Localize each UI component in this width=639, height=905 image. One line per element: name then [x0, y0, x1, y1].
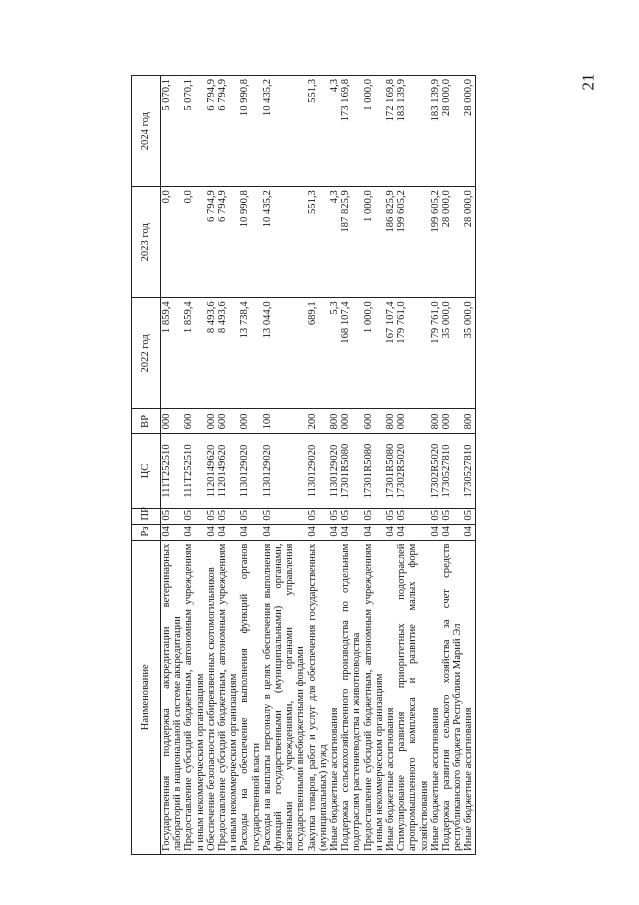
table-row	[183, 76, 205, 855]
row-2024: 28 000,0	[441, 76, 463, 187]
table-row	[430, 76, 441, 855]
row-2022: 1 859,4	[183, 298, 205, 409]
row-name: Предоставление субсидий бюджетным, автономным учреждениям и иным некоммерческим организациям	[217, 540, 239, 854]
table-row	[262, 76, 307, 855]
row-rz: 04	[239, 524, 261, 540]
row-name: Закупка товаров, работ и услуг для обеспечения государственных (муниципальных) нужд	[307, 540, 329, 854]
row-2022: 1 859,4	[161, 298, 184, 409]
row-rz: 04	[161, 524, 184, 540]
row-cs: 111Т252510	[161, 434, 184, 508]
row-vr: 800	[385, 409, 396, 434]
table-row	[206, 76, 217, 855]
row-2022: 179 761,0	[430, 298, 441, 409]
row-vr: 000	[340, 409, 362, 434]
header-2024: 2024 год	[132, 76, 161, 187]
row-2023: 10 435,2	[262, 187, 307, 298]
row-pr: 05	[239, 508, 261, 524]
row-vr: 600	[217, 409, 239, 434]
row-pr: 05	[463, 508, 475, 524]
table-row	[441, 76, 463, 855]
row-2024: 6 794,9	[217, 76, 239, 187]
row-2023: 199 605,2	[396, 187, 430, 298]
header-vr: ВР	[132, 409, 161, 434]
row-cs: 17301R5080	[340, 434, 362, 508]
row-2022: 5,3	[329, 298, 340, 409]
row-rz: 04	[385, 524, 396, 540]
row-cs: 1730527810	[441, 434, 463, 508]
row-pr: 05	[217, 508, 239, 524]
row-2024: 1 000,0	[363, 76, 385, 187]
table-row	[363, 76, 385, 855]
row-pr: 05	[183, 508, 205, 524]
row-vr: 100	[262, 409, 307, 434]
row-pr: 05	[161, 508, 184, 524]
row-name: Обеспечение безопасности сибиреязвенных скотомогильников	[206, 540, 217, 854]
row-name: Предоставление субсидий бюджетным, автономным учреждениям и иным некоммерческим организациям	[363, 540, 385, 854]
row-2024: 10 990,8	[239, 76, 261, 187]
table-row	[340, 76, 362, 855]
row-cs: 1130129020	[329, 434, 340, 508]
row-name: Иные бюджетные ассигнования	[463, 540, 475, 854]
row-pr: 05	[441, 508, 463, 524]
table-row	[396, 76, 430, 855]
row-2024: 6 794,9	[206, 76, 217, 187]
row-rz: 04	[430, 524, 441, 540]
row-cs: 17302R5020	[430, 434, 441, 508]
table-row	[239, 76, 261, 855]
row-cs: 1130129020	[239, 434, 261, 508]
row-name: Иные бюджетные ассигнования	[385, 540, 396, 854]
table-row	[307, 76, 329, 855]
row-vr: 600	[363, 409, 385, 434]
row-name: Иные бюджетные ассигнования	[430, 540, 441, 854]
table-header-row	[132, 76, 161, 855]
row-rz: 04	[307, 524, 329, 540]
row-vr: 000	[239, 409, 261, 434]
row-cs: 1120149620	[206, 434, 217, 508]
budget-table-rotated	[131, 75, 551, 855]
row-pr: 05	[262, 508, 307, 524]
row-2023: 6 794,9	[206, 187, 217, 298]
budget-table	[131, 75, 476, 855]
row-2023: 0,0	[161, 187, 184, 298]
row-rz: 04	[262, 524, 307, 540]
row-vr: 200	[307, 409, 329, 434]
row-name: Расходы на выплаты персоналу в целях обеспечения выполнения функций государственными (муниципальными) органами, казенными учреждениями, органами управления государственными внебюджетными фондами	[262, 540, 307, 854]
row-2024: 551,3	[307, 76, 329, 187]
row-pr: 05	[396, 508, 430, 524]
row-vr: 800	[463, 409, 475, 434]
row-rz: 04	[463, 524, 475, 540]
row-2023: 6 794,9	[217, 187, 239, 298]
row-2022: 167 107,4	[385, 298, 396, 409]
row-name: Иные бюджетные ассигнования	[329, 540, 340, 854]
row-cs: 17301R5080	[363, 434, 385, 508]
row-name: Стимулирование развития приоритетных подотраслей агропромышленного комплекса и развитие малых форм хозяйствования	[396, 540, 430, 854]
row-2023: 1 000,0	[363, 187, 385, 298]
row-pr: 05	[385, 508, 396, 524]
row-rz: 04	[183, 524, 205, 540]
row-cs: 1730527810	[463, 434, 475, 508]
row-cs: 111Т252510	[183, 434, 205, 508]
header-pr: ПР	[132, 508, 161, 524]
row-rz: 04	[329, 524, 340, 540]
row-2024: 173 169,8	[340, 76, 362, 187]
row-2024: 4,3	[329, 76, 340, 187]
row-vr: 800	[329, 409, 340, 434]
row-vr: 800	[430, 409, 441, 434]
row-2022: 8 493,6	[206, 298, 217, 409]
table-row	[217, 76, 239, 855]
row-2022: 179 761,0	[396, 298, 430, 409]
page-number: 21	[578, 73, 598, 91]
row-2022: 1 000,0	[363, 298, 385, 409]
row-cs: 17302R5020	[396, 434, 430, 508]
header-2022: 2022 год	[132, 298, 161, 409]
row-rz: 04	[441, 524, 463, 540]
row-name: Расходы на обеспечение выполнения функций органов государственной власти	[239, 540, 261, 854]
row-2024: 172 169,8	[385, 76, 396, 187]
row-vr: 000	[206, 409, 217, 434]
row-vr: 000	[441, 409, 463, 434]
row-rz: 04	[363, 524, 385, 540]
row-rz: 04	[217, 524, 239, 540]
row-pr: 05	[206, 508, 217, 524]
row-2024: 5 070,1	[183, 76, 205, 187]
header-cs: ЦС	[132, 434, 161, 508]
row-2023: 186 825,9	[385, 187, 396, 298]
row-2024: 183 139,9	[430, 76, 441, 187]
header-rz: Рз	[132, 524, 161, 540]
row-cs: 17301R5080	[385, 434, 396, 508]
row-name: Поддержка развития сельского хозяйства за счет средств республиканского бюджета Республики Марий Эл	[441, 540, 463, 854]
row-cs: 1120149620	[217, 434, 239, 508]
row-2023: 10 990,8	[239, 187, 261, 298]
row-2024: 5 070,1	[161, 76, 184, 187]
table-row	[385, 76, 396, 855]
row-name: Предоставление субсидий бюджетным, автономным учреждениям и иным некоммерческим организациям	[183, 540, 205, 854]
row-2023: 199 605,2	[430, 187, 441, 298]
row-2022: 13 738,4	[239, 298, 261, 409]
row-pr: 05	[430, 508, 441, 524]
row-name: Поддержка сельскохозяйственного производства по отдельным подотраслям растениеводства и животноводства	[340, 540, 362, 854]
row-name: Государственная поддержка аккредитации ветеринарных лабораторий в национальной системе аккредитации	[161, 540, 184, 854]
row-pr: 05	[329, 508, 340, 524]
row-rz: 04	[340, 524, 362, 540]
header-name: Наименование	[132, 540, 161, 854]
row-rz: 04	[206, 524, 217, 540]
row-2023: 0,0	[183, 187, 205, 298]
row-2022: 168 107,4	[340, 298, 362, 409]
row-rz: 04	[396, 524, 430, 540]
table-row	[161, 76, 184, 855]
row-2022: 8 493,6	[217, 298, 239, 409]
row-2023: 4,3	[329, 187, 340, 298]
row-2022: 689,1	[307, 298, 329, 409]
row-pr: 05	[363, 508, 385, 524]
row-2023: 551,3	[307, 187, 329, 298]
row-cs: 1130129020	[262, 434, 307, 508]
row-2023: 28 000,0	[463, 187, 475, 298]
row-2023: 28 000,0	[441, 187, 463, 298]
header-2023: 2023 год	[132, 187, 161, 298]
row-2022: 13 044,0	[262, 298, 307, 409]
row-pr: 05	[307, 508, 329, 524]
row-2024: 28 000,0	[463, 76, 475, 187]
row-vr: 000	[161, 409, 184, 434]
row-2023: 187 825,9	[340, 187, 362, 298]
row-pr: 05	[340, 508, 362, 524]
row-vr: 000	[396, 409, 430, 434]
row-cs: 1130129020	[307, 434, 329, 508]
row-2022: 35 000,0	[463, 298, 475, 409]
table-row	[329, 76, 340, 855]
row-2024: 10 435,2	[262, 76, 307, 187]
table-row	[463, 76, 475, 855]
row-2024: 183 139,9	[396, 76, 430, 187]
row-vr: 600	[183, 409, 205, 434]
row-2022: 35 000,0	[441, 298, 463, 409]
